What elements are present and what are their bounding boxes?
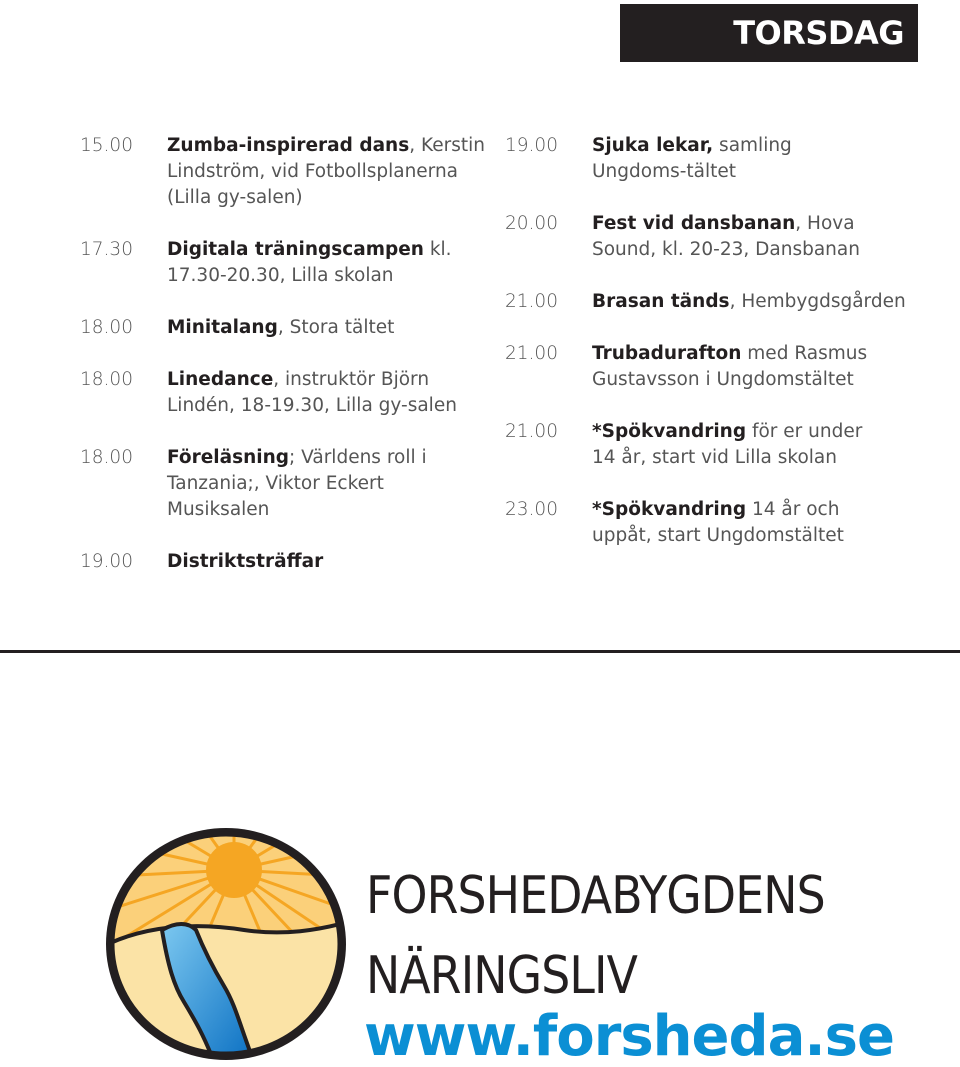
event-detail: samling Ungdoms-tältet <box>592 135 792 182</box>
event-time: 23.00 <box>505 499 558 520</box>
right-schedule <box>505 133 935 549</box>
event-description <box>167 237 485 315</box>
event-description <box>592 289 935 341</box>
event-item <box>80 315 485 367</box>
event-detail: , instruktör Björn Lindén, 18-19.30, Lilla gy-salen <box>167 369 457 416</box>
event-title: Digitala träningscampen <box>167 239 424 260</box>
day-header: TORSDAG <box>620 4 918 62</box>
event-detail: , Hova Sound, kl. 20-23, Dansbanan <box>592 213 860 260</box>
event-time: 21.00 <box>505 421 558 442</box>
event-time: 21.00 <box>505 291 558 312</box>
event-item <box>80 549 485 575</box>
event-title: Distriktsträffar <box>167 551 324 572</box>
sun-river-logo-icon <box>104 826 348 1062</box>
event-item <box>505 497 935 549</box>
event-description <box>592 133 892 211</box>
event-item <box>505 133 935 211</box>
event-time: 18.00 <box>80 317 133 338</box>
event-title: Linedance <box>167 369 274 390</box>
event-item <box>505 289 935 341</box>
brand-name-line-2: NÄRINGSLIV <box>366 946 638 1006</box>
event-time: 21.00 <box>505 343 558 364</box>
event-description <box>592 341 872 419</box>
brand-name-line-1: FORSHEDABYGDENS <box>366 866 825 926</box>
event-item <box>505 211 935 289</box>
event-detail: med Rasmus Gustavsson i Ungdomstältet <box>592 343 868 390</box>
event-time: 17.30 <box>80 239 133 260</box>
event-detail: 14 år och uppåt, start Ungdomstältet <box>592 499 844 546</box>
event-description <box>167 445 485 549</box>
event-title: Zumba-inspirerad dans <box>167 135 410 156</box>
event-time: 19.00 <box>80 551 133 572</box>
event-item <box>505 341 935 419</box>
event-description <box>592 211 862 289</box>
event-title: Trubadurafton <box>592 343 742 364</box>
event-item <box>80 445 485 549</box>
event-detail: , Kerstin Lindström, vid Fotbollsplanerna (Lilla gy-salen) <box>167 135 485 208</box>
event-time: 19.00 <box>505 135 558 156</box>
event-item <box>80 133 485 237</box>
section-divider <box>0 650 960 653</box>
event-title: Minitalang <box>167 317 278 338</box>
event-description <box>167 367 485 445</box>
event-time: 18.00 <box>80 447 133 468</box>
left-schedule <box>80 133 485 575</box>
event-detail: ; Världens roll i Tanzania;, Viktor Eckert Musiksalen <box>167 447 427 520</box>
event-detail: kl. 17.30-20.30, Lilla skolan <box>167 239 452 286</box>
event-item <box>505 419 935 497</box>
event-description <box>592 497 897 549</box>
event-title: *Spökvandring <box>592 421 747 442</box>
event-item <box>80 367 485 445</box>
event-title: Föreläsning <box>167 447 290 468</box>
event-title: Sjuka lekar, <box>592 135 714 156</box>
brand-website-link[interactable]: www.forsheda.se <box>364 1004 894 1067</box>
event-title: Fest vid dansbanan <box>592 213 796 234</box>
event-description <box>167 133 485 237</box>
event-title: *Spökvandring <box>592 499 747 520</box>
event-detail: , Hembygdsgården <box>729 291 906 312</box>
event-title: Brasan tänds <box>592 291 730 312</box>
event-detail: för er under 14 år, start vid Lilla skolan <box>592 421 863 468</box>
event-description <box>167 315 485 367</box>
event-time: 18.00 <box>80 369 133 390</box>
event-description <box>167 549 485 575</box>
event-item <box>80 237 485 315</box>
event-time: 15.00 <box>80 135 133 156</box>
event-description <box>592 419 887 497</box>
event-time: 20.00 <box>505 213 558 234</box>
event-detail: , Stora tältet <box>277 317 395 338</box>
